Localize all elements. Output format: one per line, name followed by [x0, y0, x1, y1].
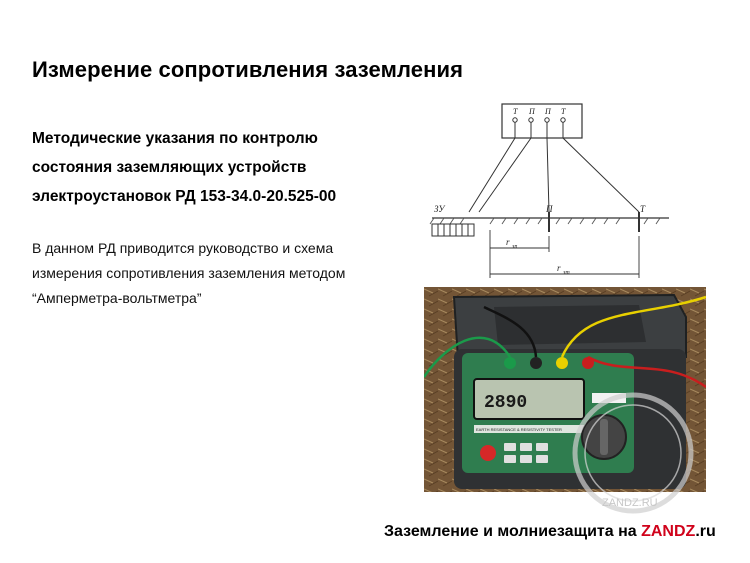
watermark-stamp [568, 388, 698, 518]
terminal-circle [561, 118, 565, 122]
function-button [504, 443, 516, 451]
function-button [536, 443, 548, 451]
yellow-terminal [556, 357, 568, 369]
footer-credit [384, 523, 716, 541]
power-button [480, 445, 496, 461]
function-button [536, 455, 548, 463]
terminal-label: Т [513, 107, 518, 116]
description-line: измерения сопротивления заземления методом [32, 265, 346, 281]
watermark-text: ZANDZ.RU [602, 497, 658, 509]
dimension-long-subscript: зт [563, 270, 570, 276]
description-text [32, 236, 345, 311]
function-button [520, 455, 532, 463]
grounding-scheme-diagram [424, 100, 674, 280]
wire [479, 122, 531, 212]
green-terminal [504, 357, 516, 369]
wire [469, 122, 515, 212]
wire [563, 122, 639, 212]
panel-label-text: EARTH RESISTANCE & RESISTIVITY TESTER [476, 427, 562, 432]
function-button [520, 443, 532, 451]
grounding-device-label: ЗУ [434, 204, 445, 214]
function-button [504, 455, 516, 463]
footer-prefix: Заземление и молниезащита на [384, 523, 642, 540]
current-probe-label: Т [640, 204, 646, 214]
document-reference-line: электроустановок РД 153-34.0-20.525-00 [32, 188, 337, 205]
terminal-label: П [545, 107, 551, 116]
description-line: “Амперметра-вольтметра” [32, 290, 202, 306]
terminal-circle [545, 118, 549, 122]
terminal-label: П [529, 107, 535, 116]
black-terminal [530, 357, 542, 369]
lcd-reading: 2890 [484, 393, 528, 413]
footer-brand: ZANDZ [641, 523, 696, 540]
terminal-label: Т [561, 107, 566, 116]
dimension-short-label: r [506, 237, 510, 247]
slide-title: Измерение сопротивления заземления [32, 57, 464, 82]
terminal-circle [513, 118, 517, 122]
description-line: В данном РД приводится руководство и схема [32, 240, 334, 256]
wire [547, 122, 549, 212]
document-reference-line: Методические указания по контролю [32, 130, 318, 147]
document-reference [32, 124, 336, 211]
dimension-short-subscript: зп [512, 244, 518, 250]
potential-probe-label: П [546, 204, 553, 214]
footer-suffix: .ru [695, 523, 716, 540]
terminal-circle [529, 118, 533, 122]
document-reference-line: состояния заземляющих устройств [32, 159, 307, 176]
dimension-long-label: r [557, 263, 561, 273]
